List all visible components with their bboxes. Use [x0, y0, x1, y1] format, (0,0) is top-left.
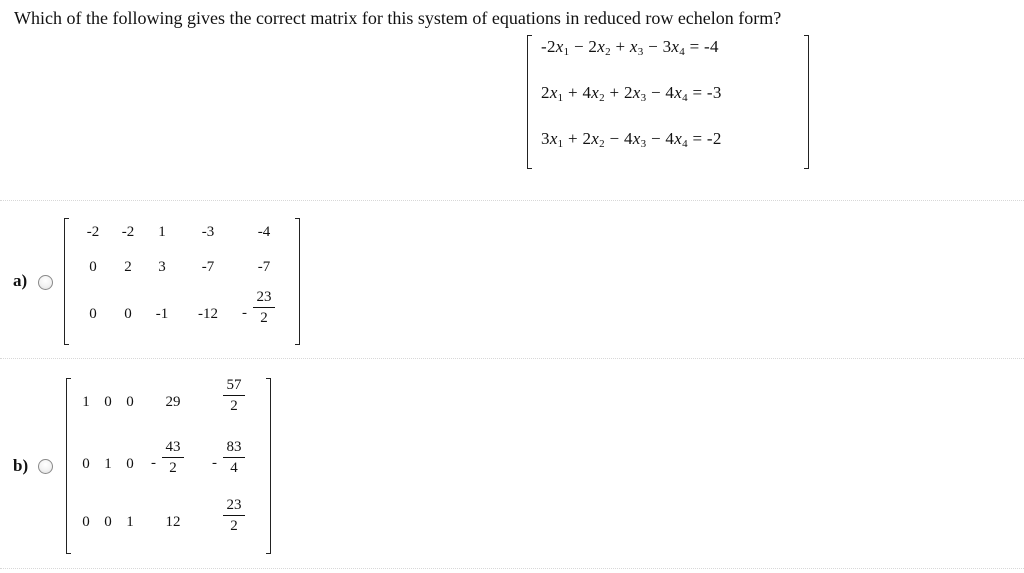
coefficient: + 2 [604, 83, 633, 102]
coefficient: − 4 [604, 129, 633, 148]
variable: x [591, 129, 600, 148]
matrix-fraction [219, 438, 249, 477]
variable: x [671, 37, 680, 56]
fraction-numerator: 23 [226, 497, 242, 513]
option-b-matrix [66, 378, 271, 554]
fraction-minus-sign: - [212, 455, 217, 471]
variable-subscript: 1 [557, 92, 564, 104]
matrix-cell: 0 [126, 394, 134, 410]
coefficient: − 3 [643, 37, 672, 56]
equation-system [527, 35, 809, 169]
matrix-cell: 0 [124, 306, 132, 322]
option-b-radio[interactable] [38, 459, 53, 474]
variable: x [555, 37, 564, 56]
right-bracket [295, 218, 300, 345]
variable-subscript: 4 [679, 46, 686, 58]
matrix-cell: 0 [89, 259, 97, 275]
variable-subscript: 2 [599, 92, 605, 104]
matrix-cell: 29 [165, 394, 181, 410]
fraction-bar [223, 457, 245, 458]
variable-subscript: 3 [640, 92, 647, 104]
fraction-bar [253, 307, 275, 308]
fraction-numerator: 43 [165, 439, 181, 455]
matrix-cell: -4 [257, 224, 271, 240]
fraction-bar [223, 395, 245, 396]
coefficient: − 2 [569, 37, 598, 56]
coefficient: + 4 [563, 83, 592, 102]
fraction-minus-sign: - [242, 305, 247, 321]
fraction-denominator: 2 [230, 398, 238, 414]
fraction-denominator: 2 [169, 460, 177, 476]
variable: x [549, 129, 558, 148]
matrix-cell: 0 [104, 394, 112, 410]
variable-subscript: 3 [640, 138, 647, 150]
matrix-cell: 0 [104, 514, 112, 530]
coefficient: 2 [541, 83, 550, 102]
question-text: Which of the following gives the correct matrix for this system of equations in reduced row echelon form? [14, 8, 782, 28]
variable-subscript: 4 [682, 92, 688, 104]
right-bracket [266, 378, 271, 554]
matrix-cell: -2 [86, 224, 100, 240]
variable: x [674, 83, 683, 102]
matrix-cell: 1 [82, 394, 90, 410]
equation-rhs: = -4 [685, 37, 719, 56]
fraction-minus-sign: - [151, 455, 156, 471]
separator [0, 358, 1024, 359]
fraction-denominator: 4 [230, 460, 238, 476]
fraction-bar [223, 515, 245, 516]
variable: x [629, 37, 638, 56]
matrix-cell: 3 [158, 259, 166, 275]
variable: x [591, 83, 600, 102]
matrix-cell: -7 [201, 259, 215, 275]
equation-rhs: = -2 [687, 129, 722, 148]
coefficient: − 4 [646, 129, 675, 148]
matrix-fraction [158, 438, 188, 477]
coefficient: + [610, 37, 630, 56]
matrix-cell: 0 [82, 514, 90, 530]
matrix-cell: -3 [201, 224, 215, 240]
matrix-cell: 12 [165, 514, 181, 530]
option-a-label: a) [13, 271, 28, 290]
matrix-cell: 1 [126, 514, 134, 530]
variable: x [674, 129, 683, 148]
fraction-bar [162, 457, 184, 458]
variable: x [597, 37, 606, 56]
matrix-cell: 0 [89, 306, 97, 322]
variable-subscript: 2 [599, 138, 605, 150]
variable-subscript: 2 [605, 46, 611, 58]
equation-2 [541, 83, 722, 103]
option-a-matrix [64, 218, 300, 345]
matrix-cell: -12 [198, 306, 218, 322]
equation-3 [541, 129, 722, 149]
left-bracket [527, 35, 532, 169]
fraction-denominator: 2 [230, 518, 238, 534]
variable-subscript: 1 [557, 138, 564, 150]
coefficient: − 4 [646, 83, 675, 102]
matrix-cell: 0 [82, 456, 90, 472]
coefficient: 3 [541, 129, 550, 148]
separator [0, 568, 1024, 569]
fraction-denominator: 2 [260, 310, 268, 326]
coefficient: -2 [541, 37, 556, 56]
matrix-fraction [219, 496, 249, 535]
matrix-cell: -1 [155, 306, 169, 322]
variable-subscript: 1 [563, 46, 570, 58]
matrix-cell: 1 [158, 224, 166, 240]
separator [0, 200, 1024, 201]
variable: x [549, 83, 558, 102]
matrix-cell: 2 [124, 259, 132, 275]
variable: x [632, 129, 641, 148]
equation-rhs: = -3 [687, 83, 722, 102]
fraction-numerator: 57 [226, 377, 242, 393]
matrix-cell: -7 [257, 259, 271, 275]
option-b-label: b) [13, 456, 29, 475]
matrix-fraction [249, 288, 279, 327]
matrix-cell: 0 [126, 456, 134, 472]
matrix-cell: 1 [104, 456, 112, 472]
fraction-numerator: 23 [256, 289, 272, 305]
left-bracket [64, 218, 69, 345]
variable-subscript: 3 [637, 46, 644, 58]
matrix-fraction [219, 376, 249, 415]
variable-subscript: 4 [682, 138, 688, 150]
coefficient: + 2 [563, 129, 592, 148]
option-a-radio[interactable] [38, 275, 53, 290]
equation-1 [541, 37, 719, 57]
fraction-numerator: 83 [226, 439, 242, 455]
matrix-cell: -2 [121, 224, 135, 240]
right-bracket [804, 35, 809, 169]
variable: x [632, 83, 641, 102]
